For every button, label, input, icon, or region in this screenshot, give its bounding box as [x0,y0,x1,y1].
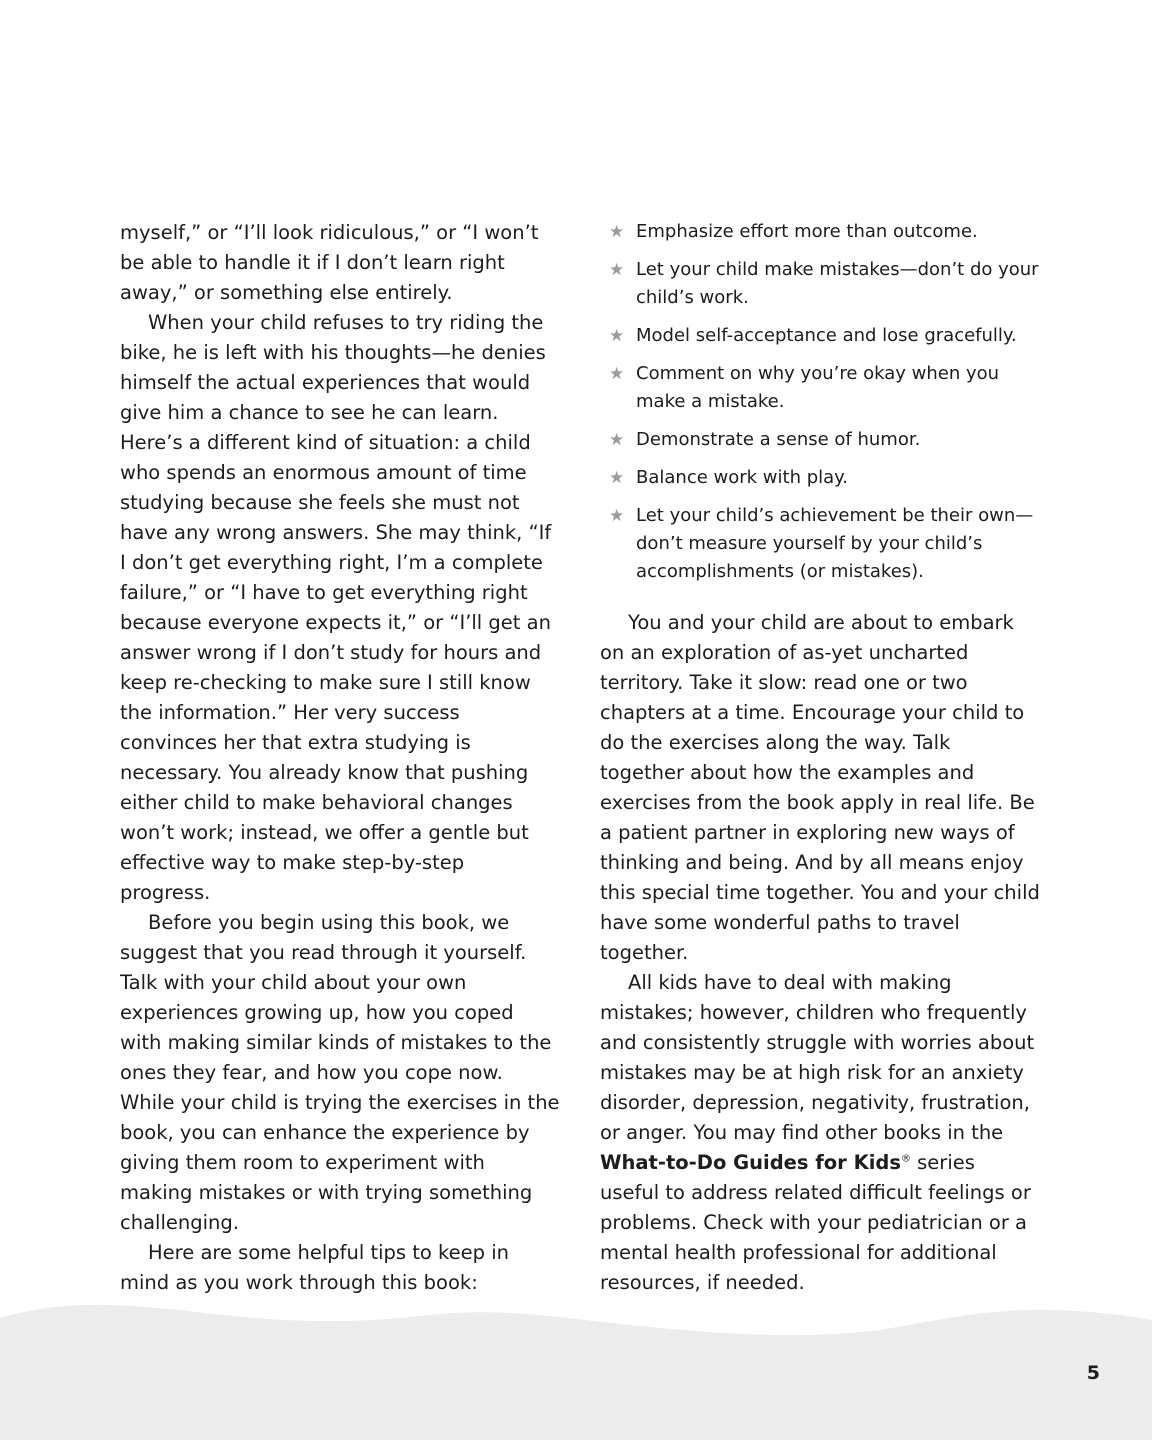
registered-mark: ® [900,1153,911,1165]
paragraph-all-kids [600,968,1040,1298]
series-name: What-to-Do Guides for Kids [600,1151,901,1174]
paragraph-text: All kids have to deal with making mistakes; however, children who frequently and consistently struggle with worries about mistakes may be at high risk for an anxiety disorder, depression, negativity, frustration, or anger. You may find other books in the [600,971,1035,1144]
list-item [609,502,1040,586]
star-icon: ★ [609,506,625,526]
paragraph-before-you-begin: Before you begin using this book, we suggest that you read through it yourself. Talk with your child about your own experiences growing up, how you coped with making similar kinds of mistakes to the ones they fear, and how you cope now. While your child is trying the exercises in the book, you can enhance the experience by giving them room to experiment with making mistakes or with trying something challenging. [120,911,560,1234]
star-icon: ★ [609,364,625,384]
star-icon: ★ [609,468,625,488]
star-icon: ★ [609,430,625,450]
tip-text: Comment on why you’re okay when you make a mistake. [636,363,1000,412]
list-item [609,256,1040,312]
paragraph-continuation: myself,” or “I’ll look ridiculous,” or “I won’t be able to handle it if I don’t learn right away,” or something else entirely. [120,221,539,304]
tip-text: Demonstrate a sense of humor. [636,429,921,450]
tips-list [600,218,1040,586]
page-number: 5 [1086,1362,1100,1384]
tip-text: Let your child’s achievement be their own—don’t measure yourself by your child’s accomplishments (or mistakes). [636,505,1034,582]
star-icon: ★ [609,222,625,242]
right-column [600,218,1040,1298]
list-item [609,218,1040,246]
wave-footer-decoration [0,1290,1152,1440]
wave-shape [0,1305,1152,1440]
tip-text: Emphasize effort more than outcome. [636,221,978,242]
list-item [609,360,1040,416]
left-column [120,218,560,1298]
tip-text: Model self-acceptance and lose gracefully. [636,325,1017,346]
paragraph-embark: You and your child are about to embark on an exploration of as-yet uncharted territory. Take it slow: read one or two chapters at a time. Encourage your child to do the exercises along the way. Talk together about how the examples and exercises from the book apply in real life. Be a patient partner in exploring new ways of thinking and being. And by all means enjoy this special time together. You and your child have some wonderful paths to travel together. [600,611,1040,964]
list-item [609,464,1040,492]
tip-text: Let your child make mistakes—don’t do your child’s work. [636,259,1039,308]
paragraph-text: series useful to address related difficult feelings or problems. Check with your pediatrician or a mental health professional for additional resources, if needed. [600,1151,1031,1294]
list-item [609,426,1040,454]
star-icon: ★ [609,260,625,280]
star-icon: ★ [609,326,625,346]
list-item [609,322,1040,350]
tip-text: Balance work with play. [636,467,848,488]
spacer [600,596,1040,608]
paragraph-tips-intro: Here are some helpful tips to keep in mind as you work through this book: [120,1241,509,1294]
paragraph-bike-example: When your child refuses to try riding the bike, he is left with his thoughts—he denies himself the actual experiences that would give him a chance to see he can learn. Here’s a different kind of situation: a child who spends an enormous amount of time studying because she feels she must not have any wrong answers. She may think, “If I don’t get everything right, I’m a complete failure,” or “I have to get everything right because everyone expects it,” or “I’ll get an answer wrong if I don’t study for hours and keep re-checking to make sure I still know the information.” Her very success convinces her that extra studying is necessary. You already know that pushing either child to make behavioral changes won’t work; instead, we offer a gentle but effective way to make step-by-step progress. [120,311,552,904]
